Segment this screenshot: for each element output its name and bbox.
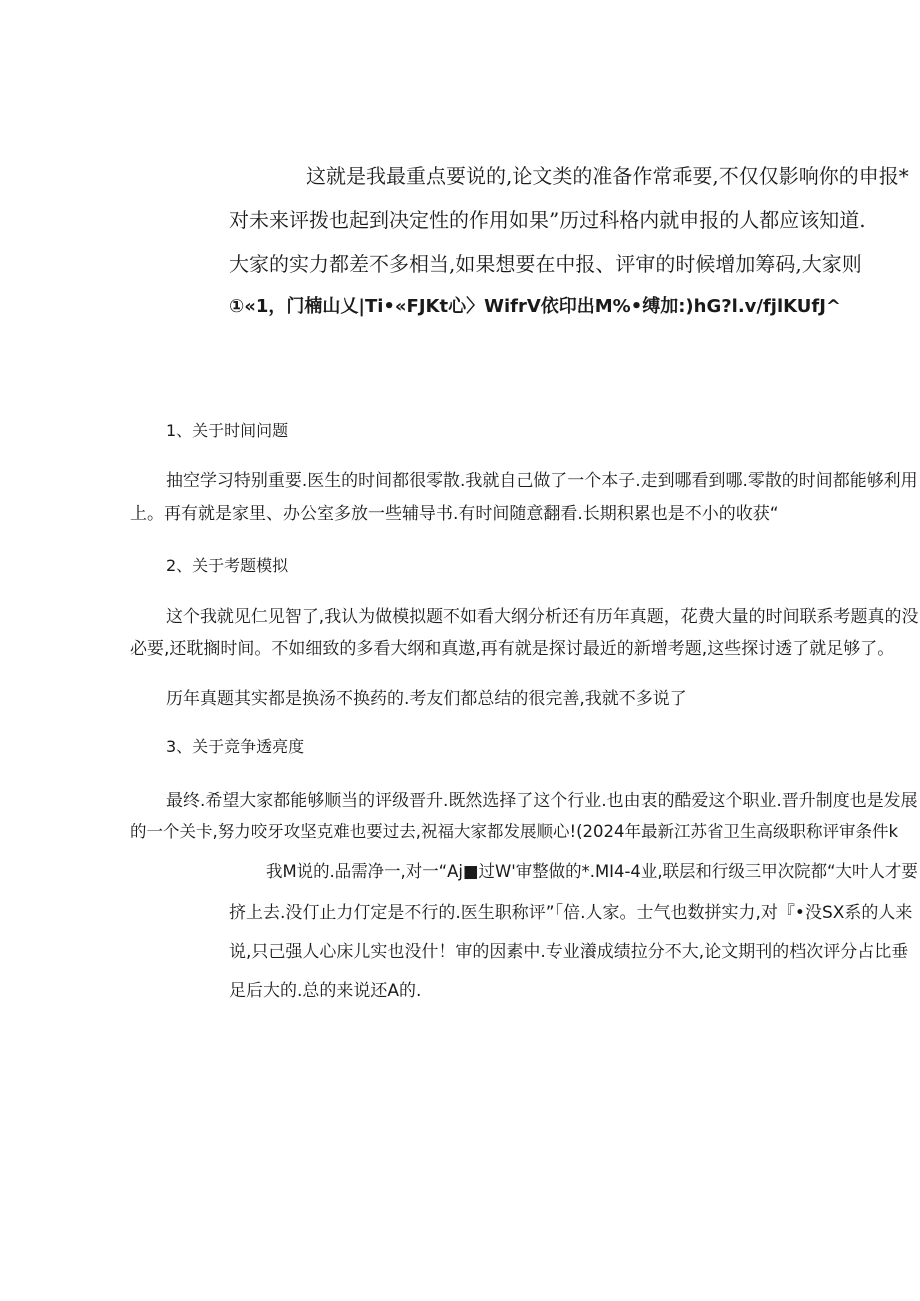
section-heading: 1、关于时间问题: [166, 421, 289, 440]
paragraph-line: 抽空学习特别重要.医生的时间都很零散.我就自己做了一个本子.走到哪看到哪.零散的时间都能够利用: [166, 471, 918, 491]
closing-line: 足后大的.总的来说还A的.: [229, 981, 422, 1001]
paragraph-line: 历年真题其实都是换汤不换药的.考友们都总结的很完善,我就不多说了: [166, 689, 687, 709]
intro-line: 这就是我最重点要说的,论文类的准备作常乖要,不仅仅影响你的申报*: [306, 164, 909, 188]
section-heading: 3、关于竞争透亮度: [166, 737, 305, 756]
closing-line: 挤上去.没仃止力仃定是不行的.医生职称评”「倍.人家。士气也数拼实力,对『•没SX系的人来: [229, 903, 913, 923]
paragraph-line: 这个我就见仁见智了,我认为做模拟题不如看大纲分析还有历年真题，花费大量的时间联系考题真的没: [166, 607, 919, 627]
intro-line: 对未来评拨也起到决定性的作用如果”历过科格内就申报的人都应该知道.: [229, 208, 866, 232]
intro-line: 大家的实力都差不多相当,如果想要在中报、评审的时候增加筹码,大家则: [229, 252, 862, 276]
closing-line: 说,只己强人心床儿实也没什！审的因素中.专业瀁成绩拉分不大,论文期刊的档次评分占比垂: [229, 942, 909, 962]
paragraph-line: 最终.希望大家都能够顺当的评级晋升.既然选择了这个行业.也由衷的酷爱这个职业.晋升制度也是发展: [166, 791, 918, 811]
paragraph-line: 必要,还耽搁时间。不如细致的多看大纲和真遨,再有就是探讨最近的新增考题,这些探讨透了就足够了。: [130, 639, 895, 659]
paragraph-line: 的一个关卡,努力咬牙攻坚克难也要过去,祝福大家都发展顺心!(2024年最新江苏省卫生高级职称评审条件k: [130, 822, 899, 841]
intro-line-garbled: ①«1，门楠山乂|Ti•«FJKt心〉WifrV依印出M%•缚加:)hG?l.v/fjlKUfJ^: [229, 296, 842, 317]
closing-line: 我M说的.品需净一,对一“Aj■过W'审整做的*.MI4-4业,联层和行级三甲次院都“大叶人才要: [266, 862, 918, 882]
section-heading: 2、关于考题模拟: [166, 556, 289, 575]
paragraph-line: 上。再有就是家里、办公室多放一些辅导书.有时间随意翻看.长期积累也是不小的收获“: [130, 504, 779, 524]
